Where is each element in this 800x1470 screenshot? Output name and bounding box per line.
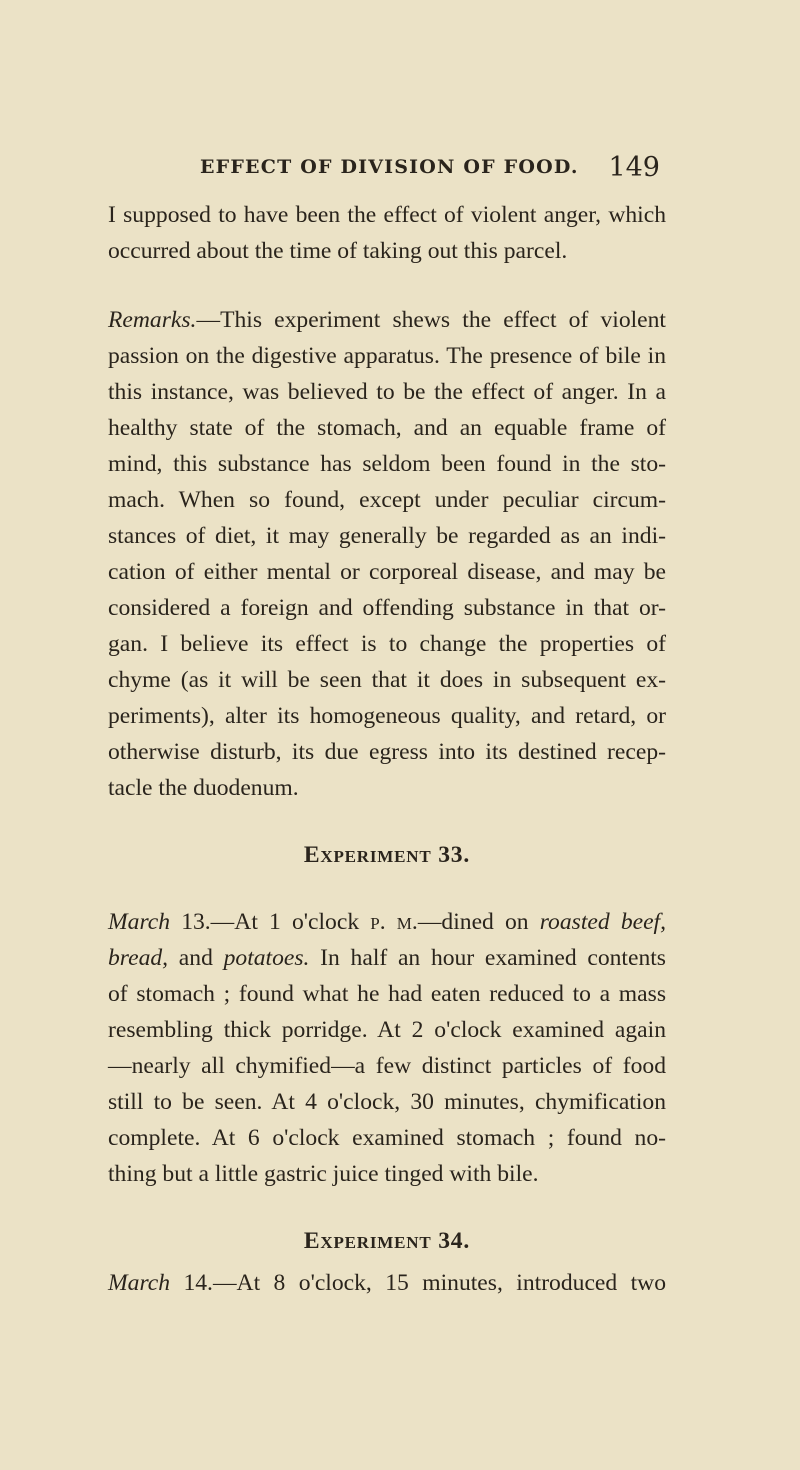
text-line: mach. When so found, except under peculiar circum- <box>108 487 666 513</box>
text-line: resembling thick porridge. At 2 o'clock examined again <box>108 1017 666 1043</box>
text-line: tacle the duodenum. <box>108 775 299 801</box>
food-item: potatoes. <box>223 945 310 971</box>
text-line: still to be seen. At 4 o'clock, 30 minutes, chymification <box>108 1089 666 1115</box>
text-line: otherwise disturb, its due egress into its destined recep- <box>108 739 666 765</box>
text-line: I supposed to have been the effect of violent anger, which <box>108 202 666 228</box>
time-suffix: p. m. <box>370 909 418 935</box>
section-heading-experiment-33: Experiment 33. <box>303 842 471 868</box>
paragraph-remarks <box>108 302 666 806</box>
date-label: March <box>108 909 171 935</box>
text-line: cation of either mental or corporeal disease, and may be <box>108 559 666 585</box>
page-number: 149 <box>608 152 660 183</box>
text-line: —nearly all chymified—a few distinct particles of food <box>108 1053 666 1079</box>
food-item: bread, <box>108 945 169 971</box>
text-line: mind, this substance has seldom been found in the sto- <box>108 451 666 477</box>
food-item: roasted beef, <box>539 909 667 935</box>
running-head <box>200 152 660 192</box>
text-line: of stomach ; found what he had eaten reduced to a mass <box>108 981 666 1007</box>
date-label: March <box>108 1270 171 1296</box>
page-body <box>108 197 666 1301</box>
text-line: gan. I believe its effect is to change the properties of <box>108 631 666 657</box>
text-line: stances of diet, it may generally be regarded as an indi- <box>108 523 666 549</box>
text-line: chyme (as it will be seen that it does in subsequent ex- <box>108 667 666 693</box>
remarks-line-rest: —This experiment shews the effect of violent <box>196 307 666 333</box>
text-line: occurred about the time of taking out this parcel. <box>108 238 568 264</box>
paragraph-1 <box>108 197 666 269</box>
text-line: thing but a little gastric juice tinged with bile. <box>108 1161 539 1187</box>
text-line <box>108 302 666 338</box>
text-line: healthy state of the stomach, and an equable frame of <box>108 415 666 441</box>
paragraph-experiment-34 <box>108 1265 666 1301</box>
running-title: EFFECT OF DIVISION OF FOOD. <box>200 156 579 178</box>
remarks-lead: Remarks. <box>108 307 197 333</box>
text-line: complete. At 6 o'clock examined stomach ; found no- <box>108 1125 666 1151</box>
text-line: March 14.—At 8 o'clock, 15 minutes, introduced two <box>108 1270 666 1296</box>
text-line: bread, and potatoes. In half an hour examined contents <box>108 945 666 971</box>
section-heading-experiment-34: Experiment 34. <box>303 1228 471 1254</box>
text-line: this instance, was believed to be the effect of anger. In a <box>108 379 666 405</box>
text-line: periments), alter its homogeneous quality, and retard, or <box>108 703 666 729</box>
paragraph-experiment-33 <box>108 904 666 1192</box>
text-line: March 13.—At 1 o'clock p. m.—dined on roasted beef, <box>108 909 667 935</box>
text-line: considered a foreign and offending substance in that or- <box>108 595 666 621</box>
text-line: passion on the digestive apparatus. The presence of bile in <box>108 343 666 369</box>
